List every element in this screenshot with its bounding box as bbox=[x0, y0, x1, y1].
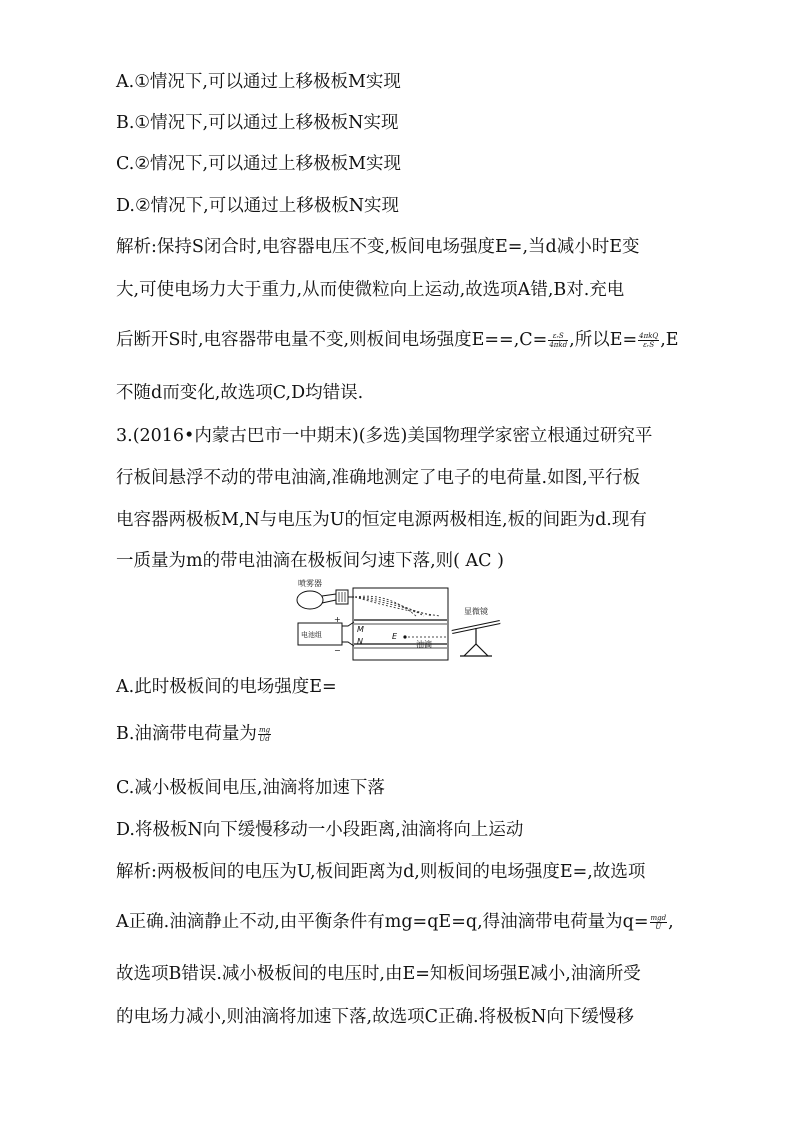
battery-label: 电池组 bbox=[301, 631, 322, 639]
q2-solution-line-3-text-b: ,所以E= bbox=[569, 330, 638, 350]
charge-result-fraction: mgd U bbox=[650, 914, 667, 931]
wire-bottom bbox=[342, 642, 354, 646]
q2-solution-line-3-text-a: 后断开S时,电容器带电量不变,则板间电场强度E==,C= bbox=[116, 330, 548, 350]
oil-spray bbox=[355, 596, 440, 616]
sprayer-icon bbox=[297, 590, 354, 609]
q3-option-b-text: B.油滴带电荷量为 bbox=[116, 724, 257, 744]
q3-solution-line-2-text-b: , bbox=[668, 912, 674, 932]
q2-solution-line-3-text-c: ,E bbox=[660, 330, 679, 350]
wire-top bbox=[342, 622, 354, 626]
charge-fraction: $\frac{mg}{Ud}$ bbox=[258, 726, 271, 743]
field-label: E bbox=[392, 632, 398, 641]
millikan-apparatus-figure bbox=[288, 578, 528, 664]
microscope-icon bbox=[452, 622, 500, 656]
capacitance-fraction: εᵣS 4πkd bbox=[549, 332, 568, 349]
battery-plus: + bbox=[334, 615, 341, 624]
q3-solution-line-2-text-a: A正确.油滴静止不动,由平衡条件有mg=qE=q,得油滴带电荷量为q= bbox=[116, 912, 649, 932]
plate-n-label: N bbox=[357, 637, 363, 646]
battery-minus: − bbox=[334, 646, 341, 655]
oil-drop-label: 油滴 bbox=[416, 640, 432, 649]
sprayer-label: 喷雾器 bbox=[298, 579, 322, 588]
microscope-label: 显微镜 bbox=[464, 607, 488, 616]
field-strength-fraction: 4πkQ εᵣS bbox=[639, 332, 659, 349]
oil-drop bbox=[403, 635, 406, 638]
plate-m-label: M bbox=[357, 625, 364, 634]
